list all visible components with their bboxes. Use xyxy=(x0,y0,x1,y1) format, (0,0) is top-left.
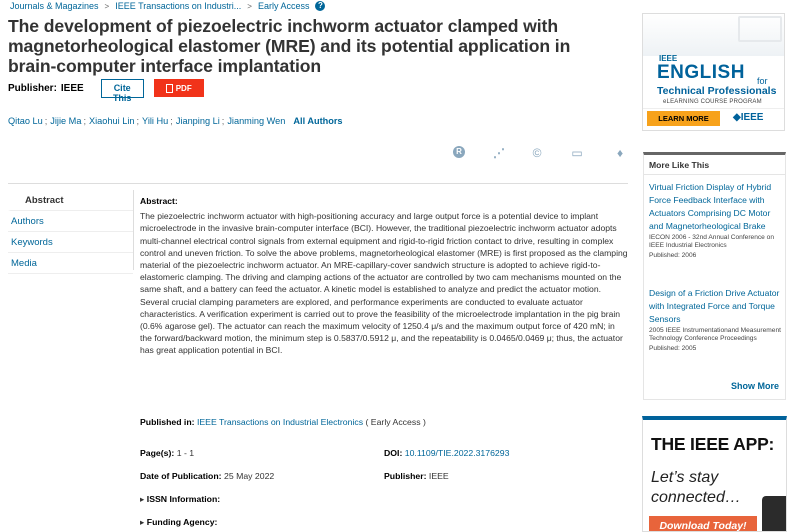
author-link[interactable]: Jianming Wen xyxy=(227,116,286,126)
author-separator: ; xyxy=(83,116,87,126)
folder-icon[interactable]: ▭ xyxy=(571,146,583,160)
author-separator: ; xyxy=(170,116,173,126)
share-icon[interactable]: ⋰ xyxy=(493,146,505,160)
help-icon[interactable]: ? xyxy=(315,1,325,11)
download-button[interactable]: Download Today! xyxy=(649,516,757,532)
published-in-label: Published in: xyxy=(140,417,195,427)
breadcrumb-separator: > xyxy=(247,1,252,11)
nav-media[interactable]: Media xyxy=(8,253,133,274)
publication-date xyxy=(140,471,274,481)
author-separator: ; xyxy=(44,116,48,126)
more-like-this xyxy=(643,152,786,400)
doi-link[interactable]: 10.1109/TIE.2022.3176293 xyxy=(404,448,510,458)
date-label: Date of Publication: xyxy=(140,471,222,481)
related-article-source: IECON 2006 - 32nd Annual Conference on IEEE Industrial Electronics xyxy=(649,234,774,250)
more-like-this-heading: More Like This xyxy=(649,160,710,170)
details-publisher-label: Publisher: xyxy=(384,471,427,481)
publisher-value: IEEE xyxy=(60,82,84,94)
laptop-shape xyxy=(738,16,782,42)
app-ad-title: THE IEEE APP: xyxy=(651,434,775,454)
publisher-label: Publisher: xyxy=(8,82,57,94)
pages-label: Page(s): xyxy=(140,448,175,458)
funding-toggle[interactable] xyxy=(140,517,217,528)
copyright-icon[interactable]: © xyxy=(532,146,542,160)
ieee-logo: ◆IEEE xyxy=(733,112,764,123)
date-value: 25 May 2022 xyxy=(224,471,275,481)
doi xyxy=(384,448,509,458)
learn-more-button[interactable]: LEARN MORE xyxy=(647,111,720,126)
breadcrumb-journal[interactable]: IEEE Transactions on Industri... xyxy=(115,1,242,11)
breadcrumb-journals[interactable]: Journals & Magazines xyxy=(10,1,99,11)
pdf-button[interactable] xyxy=(154,79,204,97)
pages xyxy=(140,448,194,458)
published-in xyxy=(140,417,426,427)
ieee-app-ad[interactable] xyxy=(642,416,787,532)
details-publisher-value: IEEE xyxy=(428,471,449,481)
publisher-row xyxy=(8,79,204,103)
article-tools xyxy=(440,146,640,164)
related-article-published: Published: 2006 xyxy=(649,251,697,259)
author-separator: ; xyxy=(136,116,140,126)
author-link[interactable]: Yili Hu xyxy=(142,116,169,126)
rights-icon[interactable]: R xyxy=(453,146,465,158)
article-sections-nav xyxy=(8,190,133,274)
related-article xyxy=(649,181,783,260)
abstract-section xyxy=(140,195,628,357)
related-article-title[interactable]: Virtual Friction Display of Hybrid Force Feedback Interface with Actuators Comprising DC Motor and Magnetorheological Brake xyxy=(649,182,772,231)
app-ad-tagline xyxy=(651,468,741,508)
pages-value: 1 - 1 xyxy=(176,448,195,458)
show-more-link[interactable]: Show More xyxy=(730,381,779,391)
published-status: ( Early Access ) xyxy=(365,417,426,427)
related-article-published: Published: 2005 xyxy=(649,344,697,352)
funding-label: Funding Agency: xyxy=(146,517,218,527)
author-list xyxy=(8,116,343,126)
journal-link[interactable]: IEEE Transactions on Industrial Electronics xyxy=(196,417,364,427)
app-ad-line1: Let’s stay xyxy=(651,469,719,486)
author-link[interactable]: Xiaohui Lin xyxy=(89,116,135,126)
section-divider xyxy=(8,183,628,184)
related-article-title[interactable]: Design of a Friction Drive Actuator with Integrated Force and Torque Sensors xyxy=(649,288,780,324)
details-publisher xyxy=(384,471,449,481)
all-authors-link[interactable]: All Authors xyxy=(293,116,343,126)
nav-abstract[interactable]: Abstract xyxy=(8,190,133,211)
related-article-source: 2005 IEEE Instrumentationand Measurement Technology Conference Proceedings xyxy=(649,327,781,343)
ad-program: eLEARNING COURSE PROGRAM xyxy=(663,99,762,105)
pdf-icon xyxy=(166,84,173,93)
related-article xyxy=(649,287,783,353)
ad-english: ENGLISH xyxy=(657,62,745,83)
breadcrumb xyxy=(10,0,325,12)
ad-ieee-label: IEEE xyxy=(659,54,678,63)
caret-right-icon: ▸ xyxy=(140,494,145,504)
ad-desk-image xyxy=(643,14,785,56)
ad-for: for xyxy=(757,76,768,86)
author-link[interactable]: Jianping Li xyxy=(175,116,220,126)
breadcrumb-early-access[interactable]: Early Access xyxy=(257,1,310,11)
author-separator: ; xyxy=(221,116,225,126)
nav-keywords[interactable]: Keywords xyxy=(8,232,133,253)
bell-icon[interactable]: ♦ xyxy=(616,146,624,160)
author-link[interactable]: Qitao Lu xyxy=(8,116,43,126)
abstract-heading: Abstract: xyxy=(140,196,178,206)
issn-label: ISSN Information: xyxy=(146,494,221,504)
nav-divider xyxy=(133,190,134,270)
ad-technical-professionals: Technical Professionals xyxy=(657,85,777,97)
more-like-this-divider xyxy=(644,174,785,175)
author-link[interactable]: Jijie Ma xyxy=(50,116,82,126)
nav-authors[interactable]: Authors xyxy=(8,211,133,232)
english-course-ad[interactable] xyxy=(642,13,785,131)
article-title: The development of piezoelectric inchworm actuator clamped with magnetorheological elastomer (MRE) and its potential application in brain-computer interface implantation xyxy=(8,16,571,76)
caret-right-icon: ▸ xyxy=(140,517,145,527)
issn-toggle[interactable] xyxy=(140,494,220,505)
phone-image xyxy=(762,496,787,532)
abstract-text: The piezoelectric inchworm actuator with high-positioning accuracy and large output force is a potential device to implant microelectrode in the invasive brain-computer interface (BCI). However, the traditional piezoelectric inchworm actuator adopts multi-channel electrical control signals from external equipment and rigid-to-rigid friction contact to drive, resulting in complex control and uneven friction. To solve the above problems, magnetorheological elastomer (MRE) is first proposed as the clamping material of the piezoelectric inchworm actuator. An MRE-capillary-cover sandwich structure is adopted to achieve rigid-to-elastomeric clamping. The driving and clamping actions of the actuator are controlled by two cam mechanisms mounted on the same shaft, and a battery can feed the actuator. A kinetic model is established to analyze and predict the actuator motion. Several crucial clamping parameters are explored, and performance experiments are conducted to evaluate actuator characteristics. A verification experiment is carried out to prove the feasibility of the microelectrode implantation in the pig brain (0.6% agarose gel). The actuator can reach the maximum velocity of 1250.4 μ/s and the maximum output force of 420 mN; in the forward/backward motion, the minimum step is 0.5837/0.5912 μ, and the repeatability is 0.0465/0.0469 μ; thus, the actuator has great application potential in BCI. xyxy=(140,211,628,356)
app-ad-line2: connected… xyxy=(651,489,741,506)
breadcrumb-separator: > xyxy=(104,1,110,11)
doi-label: DOI: xyxy=(384,448,403,458)
cite-this-button[interactable]: Cite This xyxy=(101,79,144,98)
pdf-label: PDF xyxy=(175,83,192,93)
